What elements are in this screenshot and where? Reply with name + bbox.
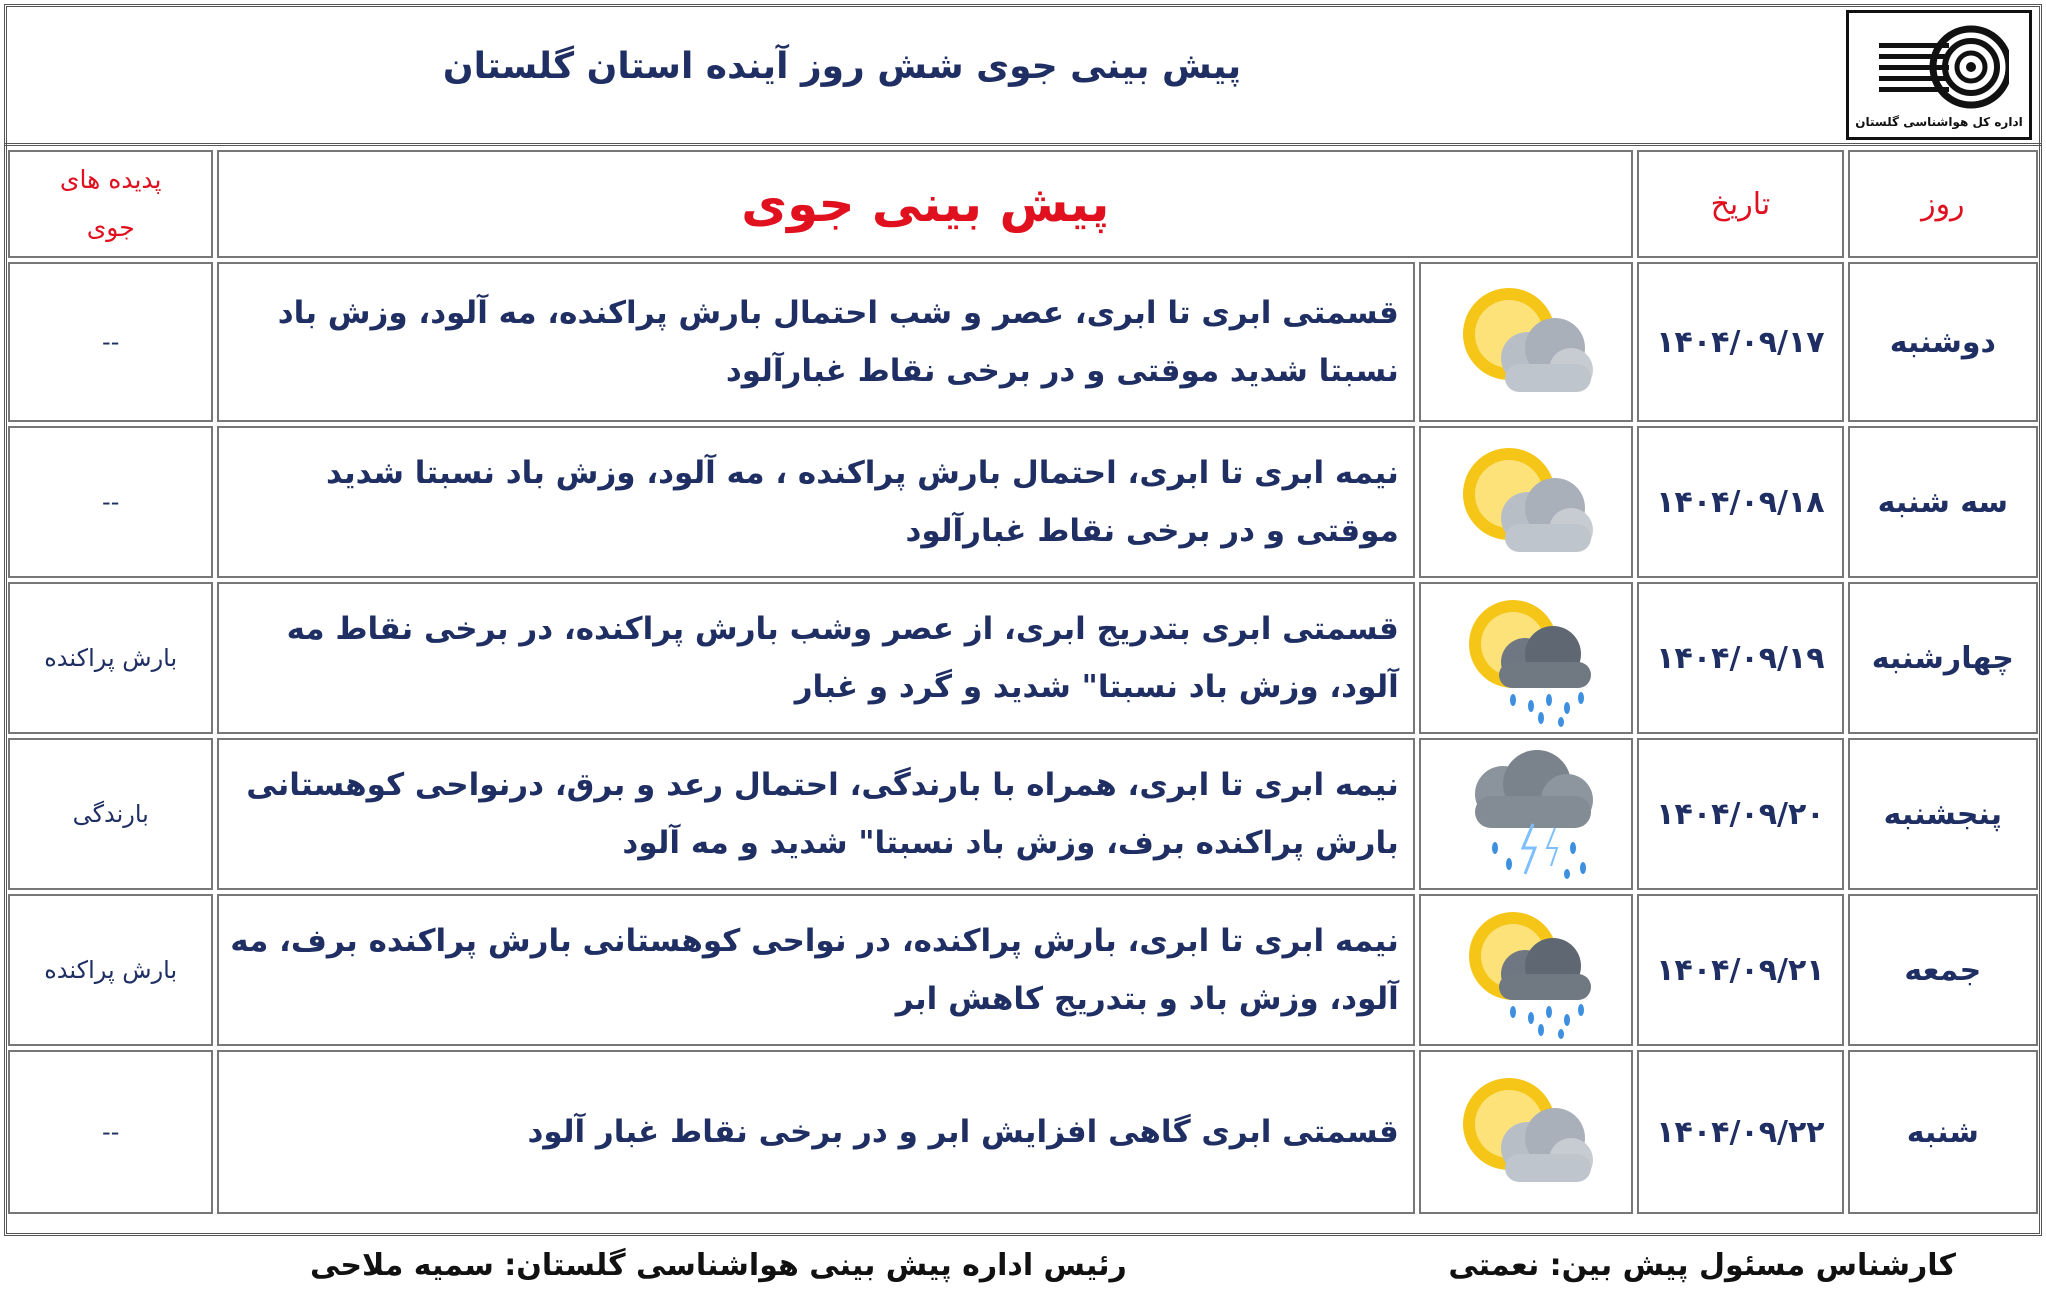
forecast-cell: نیمه ابری تا ابری، احتمال بارش پراکنده ، مه آلود، وزش باد نسبتا شدید موقتی و در برخی نقاط غبارآلود xyxy=(217,426,1414,578)
weather-icon-cell xyxy=(1419,738,1633,890)
date-cell: ۱۴۰۴/۰۹/۲۱ xyxy=(1637,894,1843,1046)
page-title: پیش بینی جوی شش روز آینده استان گلستان xyxy=(442,46,1242,87)
phenomena-cell: بارش پراکنده xyxy=(8,894,213,1046)
meteorological-organization-logo xyxy=(1846,10,2032,140)
weather-icon-cell xyxy=(1419,1050,1633,1214)
header-phenomena-line2: جوی xyxy=(86,213,135,242)
day-cell: دوشنبه xyxy=(1848,262,2038,422)
forecast-table xyxy=(4,146,2042,1218)
department-head-signature: رئیس اداره پیش بینی هواشناسی گلستان: سمیه ملاحی xyxy=(310,1248,1127,1283)
table-row xyxy=(8,262,2038,422)
day-cell: پنجشنبه xyxy=(1848,738,2038,890)
table-row xyxy=(8,738,2038,890)
day-cell: جمعه xyxy=(1848,894,2038,1046)
partly-cloudy-icon xyxy=(1451,432,1601,572)
header-forecast: پیش بینی جوی xyxy=(217,150,1633,258)
page-header xyxy=(4,4,2042,146)
partly-cloudy-icon xyxy=(1451,1062,1601,1202)
phenomena-cell: -- xyxy=(8,1050,213,1214)
header-date: تاریخ xyxy=(1637,150,1843,258)
sun-rain-icon xyxy=(1451,900,1601,1040)
table-row xyxy=(8,1050,2038,1214)
header-phenomena-line1: پدیده های xyxy=(59,165,162,194)
table-header-row xyxy=(8,150,2038,258)
forecast-cell: قسمتی ابری گاهی افزایش ابر و در برخی نقاط غبار آلود xyxy=(217,1050,1414,1214)
weather-icon-cell xyxy=(1419,894,1633,1046)
forecast-cell: نیمه ابری تا ابری، همراه با بارندگی، احتمال رعد و برق، درنواحی کوهستانی بارش پراکنده برف، وزش باد نسبتا" شدید و مه آلود xyxy=(217,738,1414,890)
phenomena-cell: -- xyxy=(8,262,213,422)
meteorological-organization-emblem-icon xyxy=(1875,21,2009,113)
date-cell: ۱۴۰۴/۰۹/۱۹ xyxy=(1637,582,1843,734)
logo-caption: اداره کل هواشناسی گلستان xyxy=(1855,115,2023,129)
phenomena-cell: -- xyxy=(8,426,213,578)
day-cell: سه شنبه xyxy=(1848,426,2038,578)
forecaster-signature: کارشناس مسئول پیش بین: نعمتی xyxy=(1448,1248,1956,1283)
table-row xyxy=(8,582,2038,734)
day-cell: شنبه xyxy=(1848,1050,2038,1214)
weather-icon-cell xyxy=(1419,582,1633,734)
day-cell: چهارشنبه xyxy=(1848,582,2038,734)
header-phenomena xyxy=(8,150,213,258)
weather-icon-cell xyxy=(1419,426,1633,578)
table-row xyxy=(8,426,2038,578)
date-cell: ۱۴۰۴/۰۹/۲۲ xyxy=(1637,1050,1843,1214)
table-row xyxy=(8,894,2038,1046)
date-cell: ۱۴۰۴/۰۹/۲۰ xyxy=(1637,738,1843,890)
date-cell: ۱۴۰۴/۰۹/۱۷ xyxy=(1637,262,1843,422)
thunderstorm-icon xyxy=(1451,744,1601,884)
phenomena-cell: بارندگی xyxy=(8,738,213,890)
header-day: روز xyxy=(1848,150,2038,258)
forecast-cell: قسمتی ابری تا ابری، عصر و شب احتمال بارش پراکنده، مه آلود، وزش باد نسبتا شدید موقتی و در برخی نقاط غبارآلود xyxy=(217,262,1414,422)
date-cell: ۱۴۰۴/۰۹/۱۸ xyxy=(1637,426,1843,578)
sun-rain-icon xyxy=(1451,588,1601,728)
weather-icon-cell xyxy=(1419,262,1633,422)
forecast-cell: قسمتی ابری بتدریج ابری، از عصر وشب بارش پراکنده، در برخی نقاط مه آلود، وزش باد نسبتا" شدید و گرد و غبار xyxy=(217,582,1414,734)
phenomena-cell: بارش پراکنده xyxy=(8,582,213,734)
partly-cloudy-icon xyxy=(1451,272,1601,412)
forecast-cell: نیمه ابری تا ابری، بارش پراکنده، در نواحی کوهستانی بارش پراکنده برف، مه آلود، وزش باد و بتدریج کاهش ابر xyxy=(217,894,1414,1046)
